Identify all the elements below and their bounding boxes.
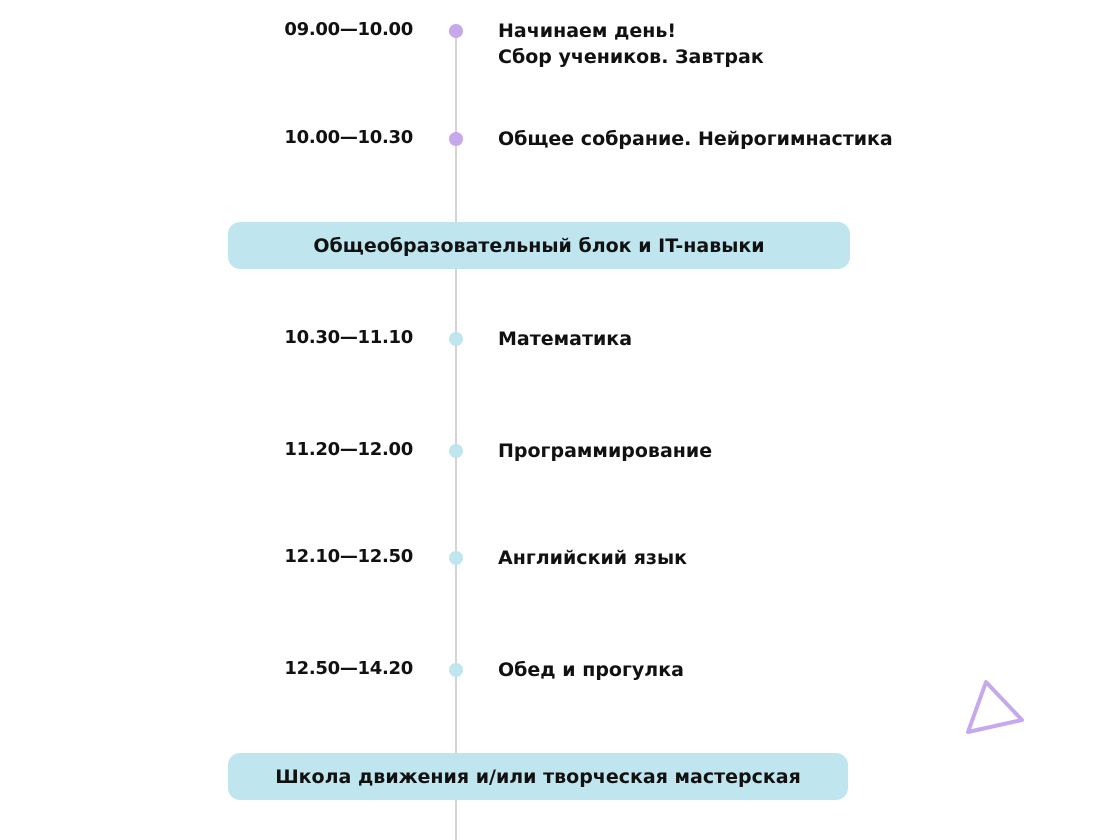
schedule-event	[498, 126, 893, 152]
timeline-dot	[449, 132, 463, 146]
schedule-event	[498, 438, 712, 464]
schedule-event	[498, 18, 764, 70]
schedule-time: 12.10—12.50	[284, 546, 413, 567]
schedule-event	[498, 326, 632, 352]
schedule-time: 10.00—10.30	[284, 127, 413, 148]
timeline-dot	[449, 551, 463, 565]
schedule-event	[498, 657, 684, 683]
schedule-event	[498, 545, 687, 571]
triangle-outline-icon	[962, 676, 1032, 742]
section-band-movement-creative	[228, 753, 848, 800]
section-title: Школа движения и/или творческая мастерская	[275, 765, 801, 788]
schedule-time: 11.20—12.00	[284, 439, 413, 460]
schedule-time: 10.30—11.10	[284, 327, 413, 348]
timeline-dot	[449, 663, 463, 677]
schedule-event-line: Начинаем день!	[498, 20, 677, 42]
schedule-event-line: Сбор учеников. Завтрак	[498, 46, 764, 68]
schedule-event-line: Программирование	[498, 440, 713, 462]
schedule-event-line: Общее собрание. Нейрогимнастика	[498, 128, 893, 150]
schedule-event-line: Английский язык	[498, 547, 688, 569]
section-title: Общеобразовательный блок и IT-навыки	[313, 234, 765, 257]
timeline-dot	[449, 332, 463, 346]
timeline-line	[455, 30, 457, 840]
section-band-general-it	[228, 222, 850, 269]
timeline-dot	[449, 444, 463, 458]
timeline-dot	[449, 24, 463, 38]
schedule-time: 09.00—10.00	[284, 19, 413, 40]
schedule-event-line: Математика	[498, 328, 633, 350]
schedule-time: 12.50—14.20	[284, 658, 413, 679]
schedule-event-line: Обед и прогулка	[498, 659, 684, 681]
